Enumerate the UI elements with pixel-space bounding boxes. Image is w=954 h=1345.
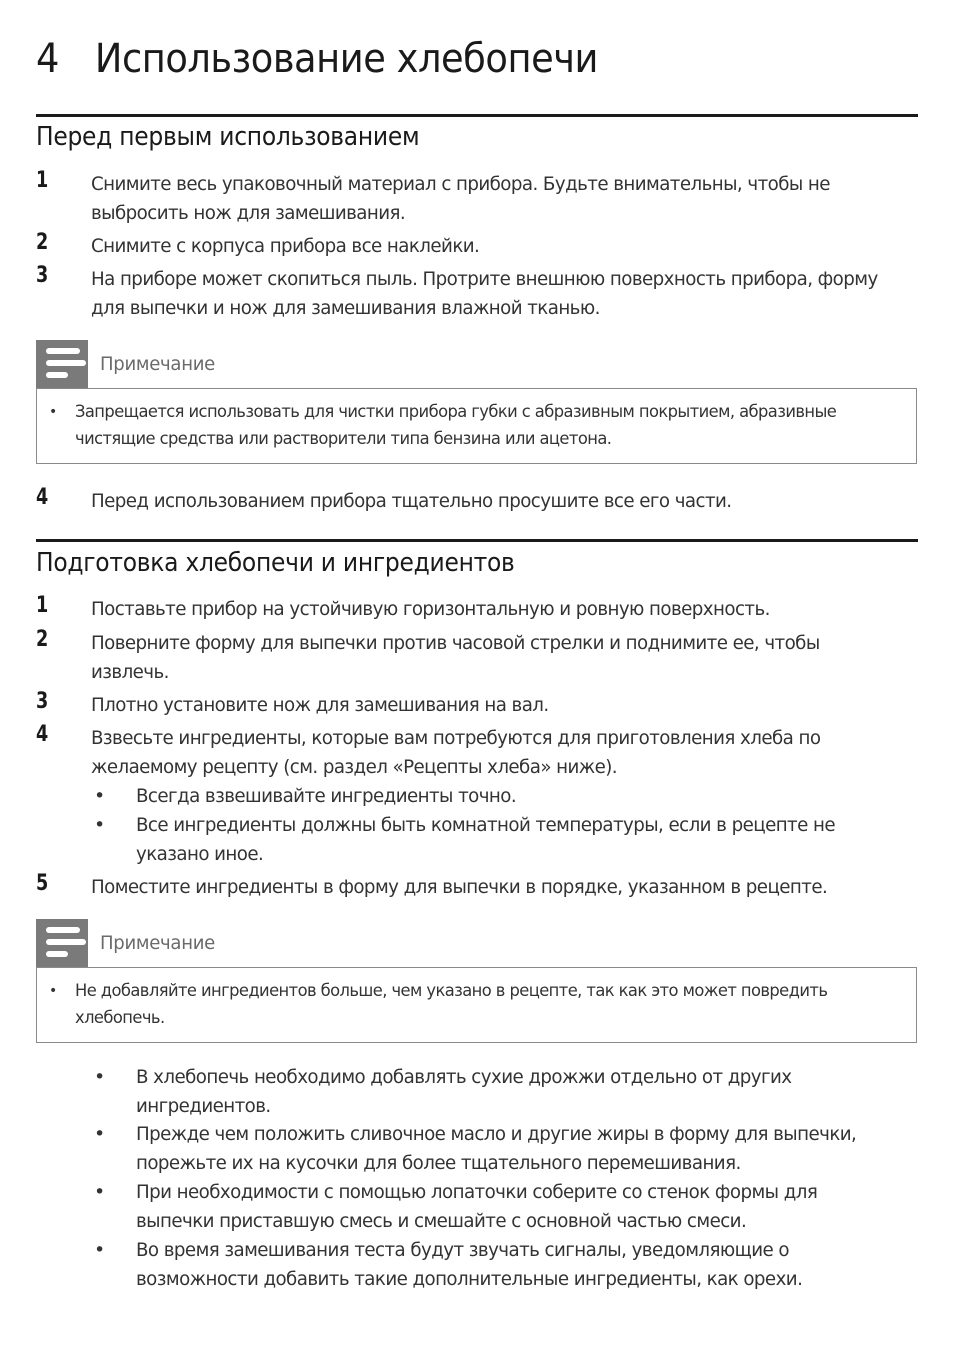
step-text: Поставьте прибор на устойчивую горизонтальную и ровную поверхность. xyxy=(91,598,770,620)
step-number: 3 xyxy=(36,689,49,714)
note-label: Примечание xyxy=(100,353,216,375)
step-text: Плотно установите нож для замешивания на вал. xyxy=(91,694,549,716)
bullet-text: Всегда взвешивайте ингредиенты точно. xyxy=(136,785,517,807)
bullet-icon: • xyxy=(94,814,106,836)
bullet-icon: • xyxy=(94,1181,106,1203)
step-number: 4 xyxy=(36,722,49,747)
bullet-icon: • xyxy=(94,785,106,807)
step-text: Перед использованием прибора тщательно просушите все его части. xyxy=(91,490,732,512)
step-text: Поместите ингредиенты в форму для выпечки в порядке, указанном в рецепте. xyxy=(91,876,828,898)
chapter-title-text: Использование хлебопечи xyxy=(94,36,598,82)
step-text: Поверните форму для выпечки против часовой стрелки и поднимите ее, чтобы извлечь. xyxy=(91,632,820,683)
bullet-text: Во время замешивания теста будут звучать сигналы, уведомляющие о возможности добавить такие дополнительные ингредиенты, как орехи. xyxy=(136,1239,803,1290)
step-text: Взвесьте ингредиенты, которые вам потребуются для приготовления хлеба по желаемому рецепту (см. раздел «Рецепты хлеба» ниже). xyxy=(91,727,821,778)
chapter-title xyxy=(36,36,598,82)
step-text: На приборе может скопиться пыль. Протрите внешнюю поверхность прибора, форму для выпечки и нож для замешивания влажной тканью. xyxy=(91,268,878,319)
bullet-icon: • xyxy=(94,1123,106,1145)
bullet-text: Прежде чем положить сливочное масло и другие жиры в форму для выпечки, порежьте их на кусочки для более тщательного перемешивания. xyxy=(136,1123,857,1174)
section-divider xyxy=(36,539,918,542)
note-item xyxy=(37,389,916,463)
bullet-text: Все ингредиенты должны быть комнатной температуры, если в рецепте не указано иное. xyxy=(136,814,835,865)
note-icon xyxy=(36,340,88,388)
step-number: 1 xyxy=(36,168,49,193)
section-divider xyxy=(36,114,918,117)
step-number: 4 xyxy=(36,485,49,510)
step-number: 2 xyxy=(36,627,49,652)
bullet-icon: • xyxy=(94,1066,106,1088)
note-item-text: Запрещается использовать для чистки прибора губки с абразивным покрытием, абразивные чистящие средства или растворители типа бензина или ацетона. xyxy=(75,402,837,449)
bullet-text: При необходимости с помощью лопаточки соберите со стенок формы для выпечки приставшую смесь и смешайте с основной частью смеси. xyxy=(136,1181,818,1232)
step-text: Снимите весь упаковочный материал с прибора. Будьте внимательны, чтобы не выбросить нож для замешивания. xyxy=(91,173,830,224)
note-item-text: Не добавляйте ингредиентов больше, чем указано в рецепте, так как это может повредить хлебопечь. xyxy=(75,981,828,1028)
section-title: Перед первым использованием xyxy=(36,122,420,152)
step-number: 3 xyxy=(36,263,49,288)
bullet-text: В хлебопечь необходимо добавлять сухие дрожжи отдельно от других ингредиентов. xyxy=(136,1066,792,1117)
chapter-number: 4 xyxy=(36,36,59,82)
step-number: 5 xyxy=(36,871,49,896)
section-title: Подготовка хлебопечи и ингредиентов xyxy=(36,548,515,578)
bullet-icon: • xyxy=(49,404,57,420)
step-number: 1 xyxy=(36,593,49,618)
bullet-icon: • xyxy=(49,983,57,999)
note-icon xyxy=(36,919,88,967)
bullet-icon: • xyxy=(94,1239,106,1261)
note-label: Примечание xyxy=(100,932,216,954)
step-text: Снимите с корпуса прибора все наклейки. xyxy=(91,235,480,257)
step-number: 2 xyxy=(36,230,49,255)
note-item xyxy=(37,968,916,1042)
note-content xyxy=(36,388,917,464)
note-content xyxy=(36,967,917,1043)
